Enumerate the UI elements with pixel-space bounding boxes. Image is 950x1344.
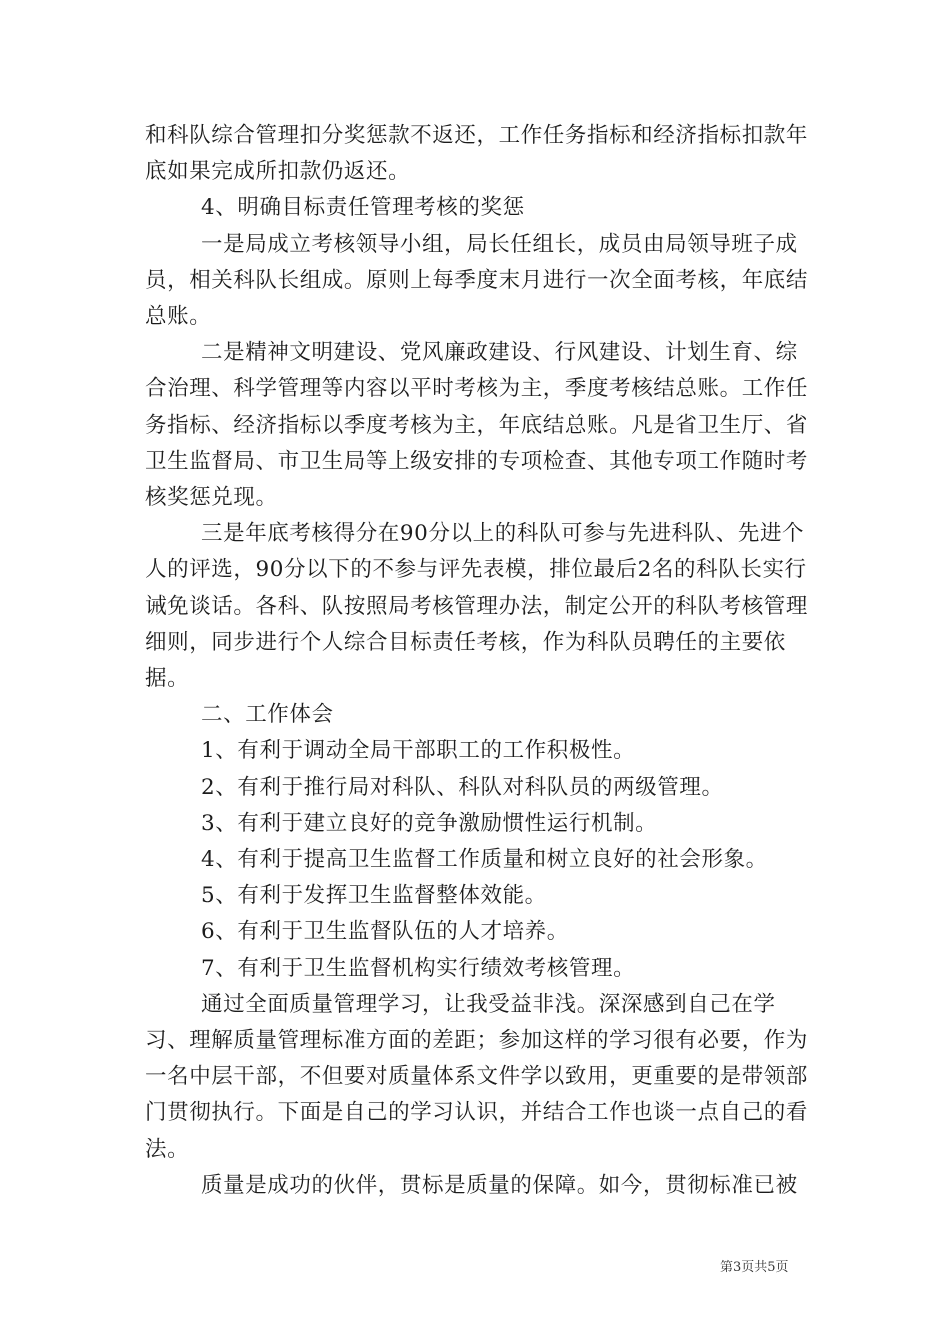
paragraph-assessment-content: 二是精神文明建设、党风廉政建设、行风建设、计划生育、综合治理、科学管理等内容以平时考核为主，季度考核结总账。工作任务指标、经济指标以季度考核为主，年底结总账。凡是省卫生厅、省卫生监督局、市卫生局等上级安排的专项检查、其他专项工作随时考核奖惩兑现。 bbox=[145, 340, 809, 511]
paragraph-penalty-refund: 和科队综合管理扣分奖惩款不返还，工作任务指标和经济指标扣款年底如果完成所扣款仍返还。 bbox=[145, 123, 809, 185]
list-item: 7、有利于卫生监督机构实行绩效考核管理。 bbox=[201, 955, 636, 981]
list-item: 6、有利于卫生监督队伍的人才培养。 bbox=[201, 919, 569, 945]
heading-reward-penalty: 4、明确目标责任管理考核的奖惩 bbox=[201, 195, 525, 221]
heading-work-experience: 二、工作体会 bbox=[201, 702, 334, 728]
document-body bbox=[145, 118, 817, 1204]
list-item: 1、有利于调动全局干部职工的工作积极性。 bbox=[201, 738, 636, 764]
paragraph-quality-partner: 质量是成功的伙伴，贯标是质量的保障。如今，贯彻标准已被 bbox=[201, 1172, 798, 1198]
list-item: 5、有利于发挥卫生监督整体效能。 bbox=[201, 883, 547, 909]
paragraph-assessment-group: 一是局成立考核领导小组，局长任组长，成员由局领导班子成员，相关科队长组成。原则上每季度末月进行一次全面考核，年底结总账。 bbox=[145, 231, 809, 330]
list-item: 3、有利于建立良好的竞争激励惯性运行机制。 bbox=[201, 810, 658, 836]
list-item: 2、有利于推行局对科队、科队对科队员的两级管理。 bbox=[201, 774, 724, 800]
paragraph-year-end-score: 三是年底考核得分在90分以上的科队可参与先进科队、先进个人的评选，90分以下的不参与评先表模，排位最后2名的科队长实行诫免谈话。各科、队按照局考核管理办法，制定公开的科队考核管理细则，同步进行个人综合目标责任考核，作为科队员聘任的主要依据。 bbox=[145, 521, 809, 692]
list-item: 4、有利于提高卫生监督工作质量和树立良好的社会形象。 bbox=[201, 847, 768, 873]
paragraph-quality-study: 通过全面质量管理学习，让我受益非浅。深深感到自己在学习、理解质量管理标准方面的差距；参加这样的学习很有必要，作为一名中层干部，不但要对质量体系文件学以致用，更重要的是带领部门贯彻执行。下面是自己的学习认识，并结合工作也谈一点自己的看法。 bbox=[145, 991, 809, 1162]
page-number: 第3页共5页 bbox=[720, 1260, 789, 1275]
